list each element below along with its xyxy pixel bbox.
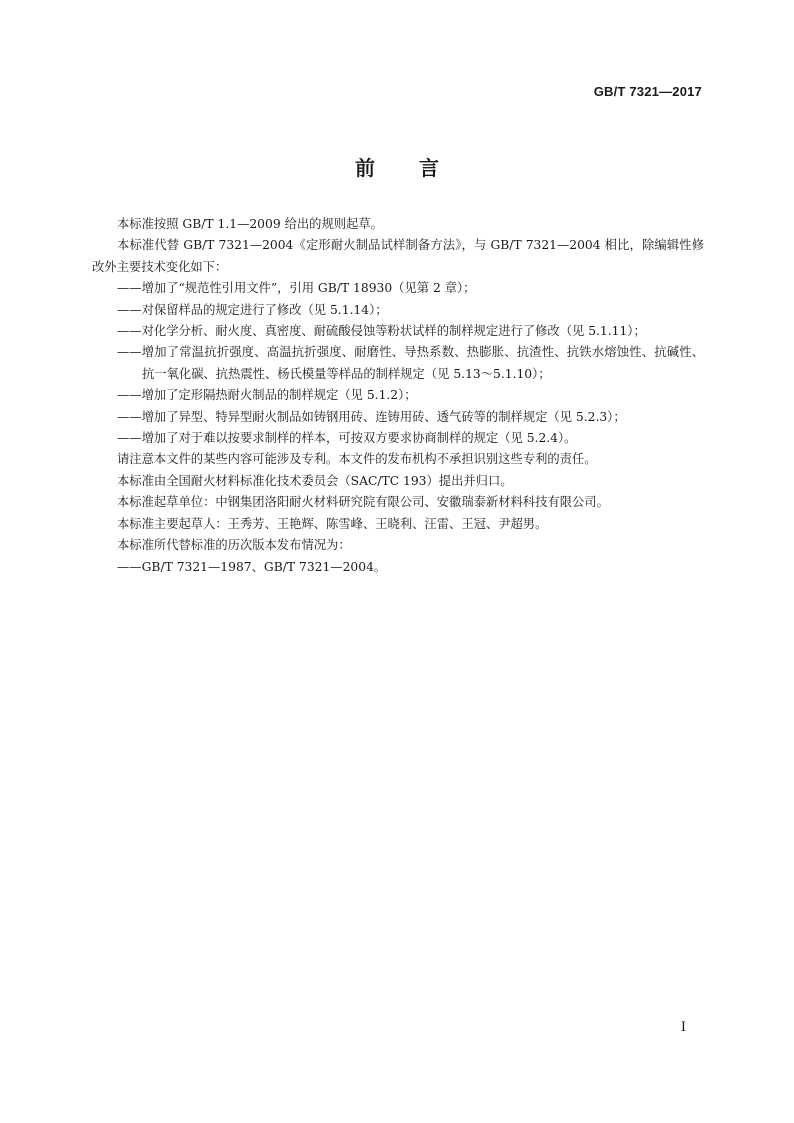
page-title: 前言 (355, 156, 483, 180)
list-item: ——对保留样品的规定进行了修改（见 5.1.14）； (117, 302, 388, 317)
paragraph-history-intro: 本标准所代替标准的历次版本发布情况为： (117, 538, 351, 553)
paragraph-history-list: ——GB/T 7321—1987、GB/T 7321—2004。 (117, 559, 387, 574)
paragraph-drafting-units: 本标准起草单位：中钢集团洛阳耐火材料研究院有限公司、安徽瑞泰新材料科技有限公司。 (117, 495, 609, 510)
list-item: ——对化学分析、耐火度、真密度、耐硫酸侵蚀等粉状试样的制样规定进行了修改（见 5.1.11）； (117, 324, 646, 339)
list-item: ——增加了常温抗折强度、高温抗折强度、耐磨性、导热系数、热膨胀、抗渣性、抗铁水熔蚀性、抗碱性、抗一氧化碳、抗热震性、杨氏模量等样品的制样规定（见 5.13～5.1.10）； (117, 345, 704, 381)
standard-code: GB/T 7321—2017 (593, 84, 702, 99)
list-item: ——增加了“规范性引用文件”，引用 GB/T 18930（见第 2 章）； (117, 281, 476, 296)
paragraph-drafters: 本标准主要起草人：王秀芳、王艳辉、陈雪峰、王晓利、汪雷、王冠、尹超男。 (117, 516, 548, 531)
foreword-body (92, 214, 704, 578)
list-item: ——增加了对于难以按要求制样的样本，可按双方要求协商制样的规定（见 5.2.4）。 (117, 431, 577, 446)
paragraph-drafting-rules: 本标准按照 GB/T 1.1—2009 给出的规则起草。 (117, 217, 383, 231)
paragraph-proposer: 本标准由全国耐火材料标准化技术委员会（SAC/TC 193）提出并归口。 (117, 473, 513, 488)
paragraph-replacement: 本标准代替 GB/T 7321—2004《定形耐火制品试样制备方法》，与 GB/T 7321—2004 相比，除编辑性修改外主要技术变化如下： (92, 238, 704, 274)
paragraph-patent-notice: 请注意本文件的某些内容可能涉及专利。本文件的发布机构不承担识别这些专利的责任。 (117, 452, 597, 467)
page-number: I (680, 1020, 686, 1035)
list-item: ——增加了异型、特异型耐火制品如铸钢用砖、连铸用砖、透气砖等的制样规定（见 5.2.3）； (117, 409, 626, 424)
list-item: ——增加了定形隔热耐火制品的制样规定（见 5.1.2）； (117, 388, 417, 403)
